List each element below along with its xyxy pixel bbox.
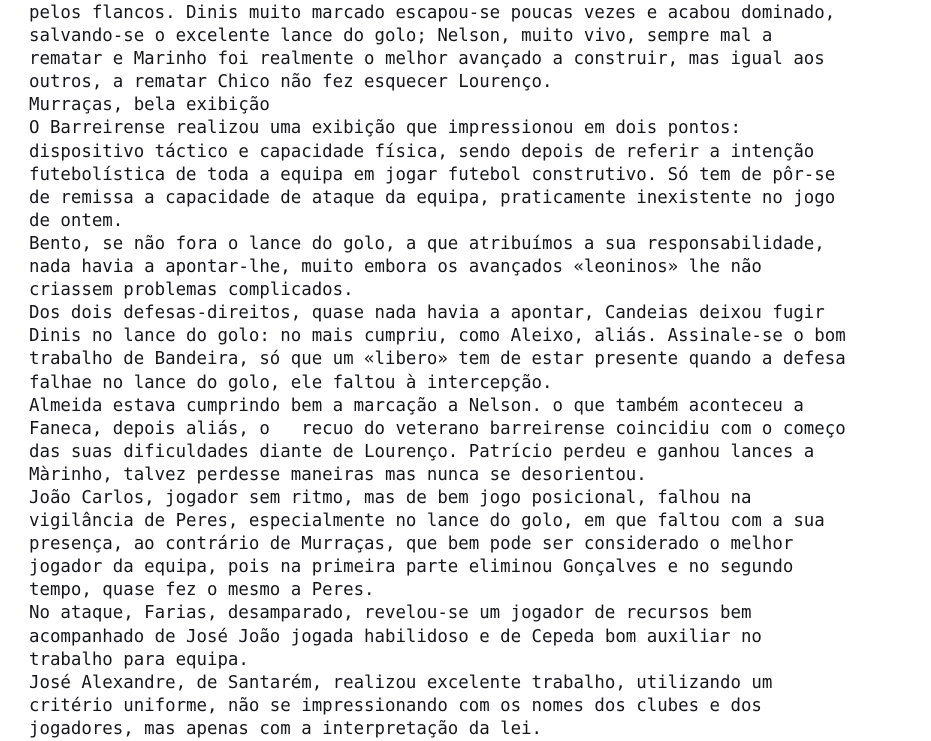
document-line: tempo, quase fez o mesmo a Peres.: [29, 580, 375, 601]
document-line: Dinis no lance do golo: no mais cumpriu, como Aleixo, aliás. Assinale-se o bom: [29, 326, 846, 347]
document-line: critério uniforme, não se impressionando com os nomes dos clubes e dos: [29, 695, 762, 716]
document-line: Almeida estava cumprindo bem a marcação a Nelson. o que também aconteceu a: [29, 395, 804, 416]
document-line: João Carlos, jogador sem ritmo, mas de bem jogo posicional, falhou na: [29, 487, 752, 508]
document-line: trabalho para equipa.: [29, 649, 249, 670]
document-line: criassem problemas complicados.: [29, 280, 354, 301]
document-line: O Barreirense realizou uma exibição que impressionou em dois pontos:: [29, 118, 741, 139]
document-line: No ataque, Farias, desamparado, revelou-se um jogador de recursos bem: [29, 603, 752, 624]
document-line: das suas dificuldades diante de Lourenço. Patrício perdeu e ganhou lances a: [29, 441, 815, 462]
document-line: de ontem.: [29, 210, 124, 231]
document-line: nada havia a apontar-lhe, muito embora os avançados «leoninos» lhe não: [29, 257, 762, 278]
document-text-body: [29, 2, 919, 741]
document-line: futebolística de toda a equipa em jogar futebol construtivo. Só tem de pôr-se: [29, 164, 836, 185]
document-line: presença, ao contrário de Murraças, que bem pode ser considerado o melhor: [29, 534, 794, 555]
document-line: salvando-se o excelente lance do golo; Nelson, muito vivo, sempre mal a: [29, 26, 773, 47]
document-line: acompanhado de José João jogada habilidoso e de Cepeda bom auxiliar no: [29, 626, 762, 647]
document-line: falhae no lance do golo, ele faltou à intercepção.: [29, 372, 553, 393]
document-line: jogador da equipa, pois na primeira parte eliminou Gonçalves e no segundo: [29, 557, 794, 578]
document-line: Bento, se não fora o lance do golo, a que atribuímos a sua responsabilidade,: [29, 233, 825, 254]
document-line: Dos dois defesas-direitos, quase nada havia a apontar, Candeias deixou fugir: [29, 303, 825, 324]
document-line: Màrinho, talvez perdesse maneiras mas nunca se desorientou.: [29, 464, 647, 485]
document-line: José Alexandre, de Santarém, realizou excelente trabalho, utilizando um: [29, 672, 773, 693]
document-line: outros, a rematar Chico não fez esquecer Lourenço.: [29, 72, 553, 93]
document-line: rematar e Marinho foi realmente o melhor avançado a construir, mas igual aos: [29, 49, 825, 70]
document-line: jogadores, mas apenas com a interpretação da lei.: [29, 718, 543, 739]
document-line: Faneca, depois aliás, o recuo do veterano barreirense coincidiu com o começo: [29, 418, 846, 439]
document-line: pelos flancos. Dinis muito marcado escapou-se poucas vezes e acabou dominado,: [29, 3, 836, 23]
document-line: trabalho de Bandeira, só que um «libero» tem de estar presente quando a defesa: [29, 349, 846, 370]
document-line: dispositivo táctico e capacidade física, sendo depois de referir a intenção: [29, 141, 815, 162]
document-line: de remissa a capacidade de ataque da equipa, praticamente inexistente no jogo: [29, 187, 836, 208]
document-line: vigilância de Peres, especialmente no lance do golo, em que faltou com a sua: [29, 511, 825, 532]
document-line: Murraças, bela exibição: [29, 95, 270, 116]
